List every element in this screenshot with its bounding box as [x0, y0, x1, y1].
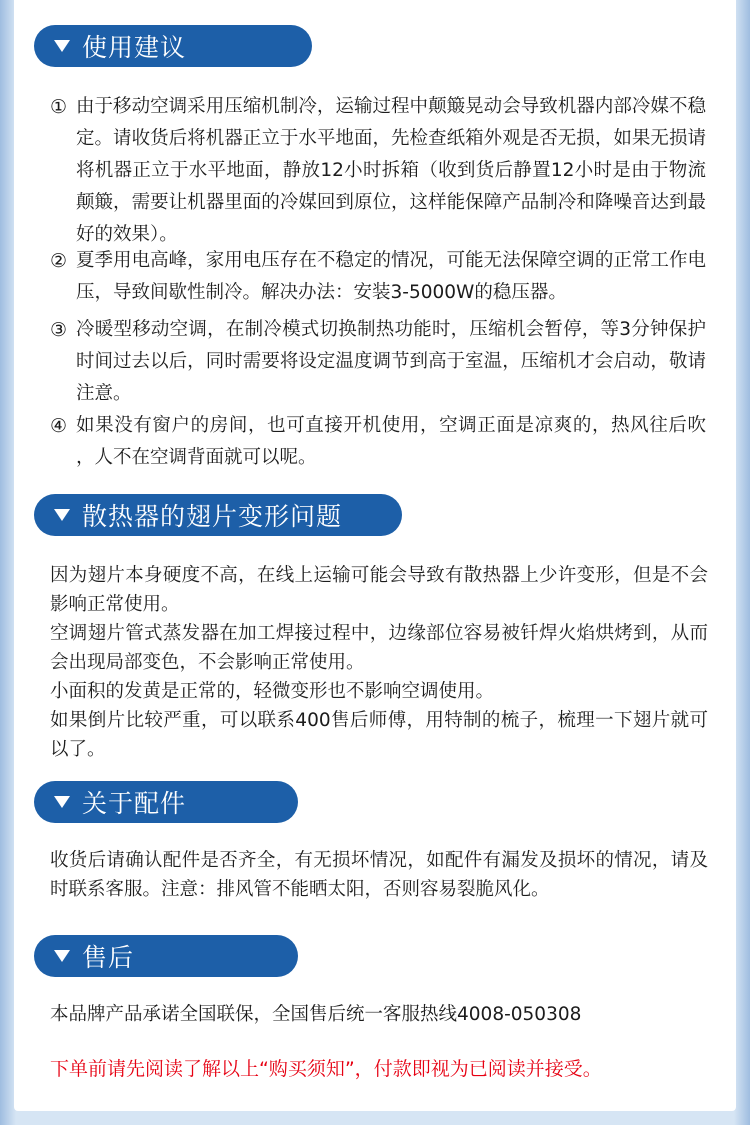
- usage-section-title: 使用建议: [82, 33, 187, 62]
- triangle-down-icon: [54, 796, 70, 808]
- accessories-section-header: [34, 781, 298, 823]
- item-number: ③: [50, 319, 68, 341]
- accessories-section-title: 关于配件: [82, 789, 187, 818]
- accessories-text: 收货后请确认配件是否齐全，有无损坏情况，如配件有漏发及损坏的情况，请及时联系客服。注意：排风管不能晒太阳，否则容易裂脆风化。: [50, 850, 708, 900]
- usage-section-header: [34, 25, 312, 67]
- after-sales-section-header: [34, 935, 298, 977]
- purchase-notice: 下单前请先阅读了解以上“购买须知”，付款即视为已阅读并接受。: [50, 1058, 602, 1080]
- usage-item-2: [50, 245, 706, 309]
- usage-item-3: [50, 314, 706, 410]
- triangle-down-icon: [54, 40, 70, 52]
- item-text: 如果没有窗户的房间，也可直接开机使用，空调正面是凉爽的，热风往后吹 ，人不在空调背面就可以呢。: [76, 415, 706, 468]
- item-text: 冷暖型移动空调，在制冷模式切换制热功能时，压缩机会暂停，等3分钟保护时间过去以后，同时需要将设定温度调节到高于室温，压缩机才会启动，敬请注意。: [76, 319, 706, 404]
- usage-item-4: [50, 410, 706, 474]
- usage-item-1: [50, 91, 706, 251]
- item-number: ①: [50, 96, 68, 118]
- info-page: [14, 0, 736, 1111]
- after-sales-section-title: 售后: [82, 943, 135, 972]
- item-number: ④: [50, 415, 68, 437]
- fins-paragraph-3: 小面积的发黄是正常的，轻微变形也不影响空调使用。: [50, 681, 495, 702]
- triangle-down-icon: [54, 509, 70, 521]
- fins-text-block: [50, 561, 708, 764]
- after-sales-text: 本品牌产品承诺全国联保，全国售后统一客服热线4008-050308: [50, 1004, 582, 1025]
- fins-paragraph-2: 空调翅片管式蒸发器在加工焊接过程中，边缘部位容易被钎焊火焰烘烤到，从而会出现局部变色，不会影响正常使用。: [50, 623, 708, 673]
- triangle-down-icon: [54, 950, 70, 962]
- fins-paragraph-4: 如果倒片比较严重，可以联系400售后师傅，用特制的梳子，梳理一下翅片就可以了。: [50, 710, 708, 760]
- fins-section-title: 散热器的翅片变形问题: [82, 502, 343, 531]
- item-text: 夏季用电高峰，家用电压存在不稳定的情况，可能无法保障空调的正常工作电压，导致间歇性制冷。解决办法：安装3-5000W的稳压器。: [76, 250, 706, 303]
- item-text: 由于移动空调采用压缩机制冷，运输过程中颠簸晃动会导致机器内部冷媒不稳定。请收货后将机器正立于水平地面，先检查纸箱外观是否无损，如果无损请将机器正立于水平地面，静放12小时拆箱（收到货后静置12小时是由于物流颠簸，需要让机器里面的冷媒回到原位，这样能保障产品制冷和降噪音达到最好的效果）。: [76, 96, 706, 245]
- item-number: ②: [50, 250, 68, 272]
- fins-section-header: [34, 494, 402, 536]
- fins-paragraph-1: 因为翅片本身硬度不高，在线上运输可能会导致有散热器上少许变形，但是不会影响正常使用。: [50, 565, 708, 615]
